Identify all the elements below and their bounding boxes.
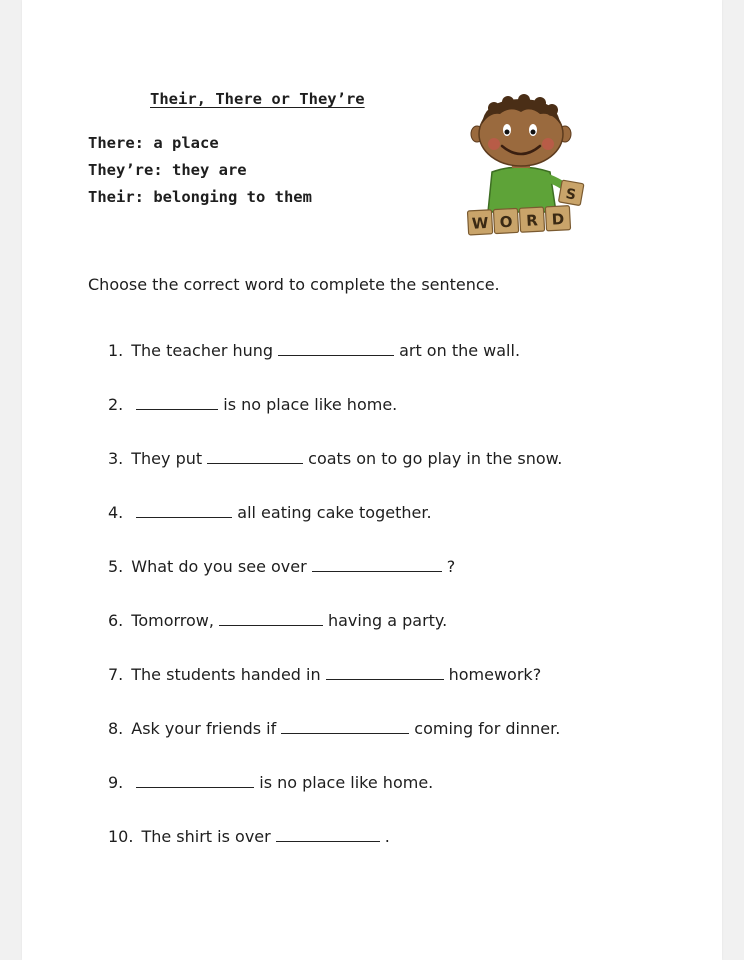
- answer-blank[interactable]: [136, 502, 232, 518]
- definitions-list: [88, 130, 312, 211]
- answer-blank[interactable]: [278, 340, 394, 356]
- answer-blank[interactable]: [219, 610, 323, 626]
- question-1: [108, 340, 520, 362]
- tile-letter-r: R: [525, 211, 539, 230]
- answer-blank[interactable]: [207, 448, 303, 464]
- question-number: 4.: [108, 503, 124, 522]
- answer-blank[interactable]: [136, 772, 254, 788]
- definition-there: There: a place: [88, 134, 219, 152]
- worksheet-title: Their, There or They’re: [150, 90, 365, 108]
- definition-theyre: They’re: they are: [88, 161, 247, 179]
- question-10: [108, 826, 390, 848]
- question-number: 5.: [108, 557, 124, 576]
- question-text-before: What do you see over: [131, 557, 307, 576]
- question-7: [108, 664, 541, 686]
- question-3: [108, 448, 562, 470]
- instructions-text: Choose the correct word to complete the sentence.: [88, 275, 500, 294]
- tile-letter-o: O: [499, 212, 513, 232]
- question-text-after: coming for dinner.: [414, 719, 561, 738]
- question-text-after: art on the wall.: [399, 341, 521, 360]
- boy-holding-word-tiles-icon: [460, 94, 590, 244]
- question-number: 9.: [108, 773, 124, 792]
- question-text-after: all eating cake together.: [237, 503, 432, 522]
- question-number: 7.: [108, 665, 124, 684]
- question-number: 3.: [108, 449, 124, 468]
- tile-letter-w: W: [471, 213, 489, 233]
- question-number: 1.: [108, 341, 124, 360]
- question-8: [108, 718, 560, 740]
- question-text-before: The shirt is over: [141, 827, 271, 846]
- question-text-after: having a party.: [327, 611, 448, 630]
- question-text-after: .: [384, 827, 390, 846]
- question-text-after: is no place like home.: [259, 773, 434, 792]
- question-number: 6.: [108, 611, 124, 630]
- question-text-before: They put: [131, 449, 203, 468]
- definition-their: Their: belonging to them: [88, 188, 312, 206]
- question-text-after: homework?: [448, 665, 542, 684]
- question-text-before: Ask your friends if: [131, 719, 277, 738]
- question-text-before: The teacher hung: [131, 341, 274, 360]
- question-text-after: ?: [446, 557, 456, 576]
- tile-letter-d: D: [551, 209, 565, 229]
- question-2: [108, 394, 397, 416]
- question-text-after: is no place like home.: [223, 395, 398, 414]
- question-number: 10.: [108, 827, 134, 846]
- question-text-after: coats on to go play in the snow.: [308, 449, 563, 468]
- question-5: [108, 556, 455, 578]
- answer-blank[interactable]: [136, 394, 218, 410]
- question-number: 8.: [108, 719, 124, 738]
- answer-blank[interactable]: [281, 718, 409, 734]
- answer-blank[interactable]: [312, 556, 442, 572]
- question-text-before: The students handed in: [131, 665, 321, 684]
- tile-letter-s: S: [564, 186, 578, 204]
- question-4: [108, 502, 432, 524]
- answer-blank[interactable]: [276, 826, 380, 842]
- question-text-before: Tomorrow,: [131, 611, 214, 630]
- answer-blank[interactable]: [326, 664, 444, 680]
- question-6: [108, 610, 447, 632]
- question-9: [108, 772, 433, 794]
- question-number: 2.: [108, 395, 124, 414]
